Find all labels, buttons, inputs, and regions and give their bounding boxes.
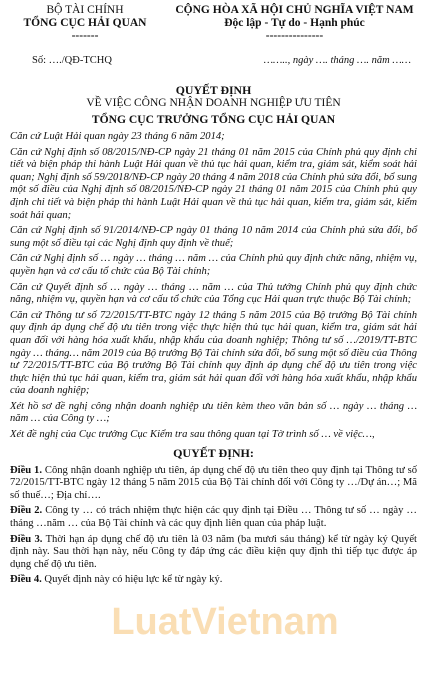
basis-paragraph: Căn cứ Nghị định số … ngày … tháng … năm … của Chính phủ quy định chức năng, nhiệm vụ, quyền hạn và cơ cấu tổ chức của Bộ Tài chính; — [10, 253, 417, 277]
document-date: …….., ngày …. tháng …. năm …… — [263, 55, 411, 66]
basis-paragraph: Căn cứ Nghị định số 08/2015/NĐ-CP ngày 21 tháng 01 năm 2015 của Chính phủ quy định chi tiết và biện pháp thi hành Luật Hải quan về thủ tục hải quan, kiểm tra, giám sát, kiểm soát hải quan; Nghị định số 59/2018/NĐ-CP ngày 20 tháng 4 năm 2018 của Chính phủ sửa đổi, bổ sung một số điều của Nghị định số 08/2015/NĐ-CP ngày 21 tháng 01 năm 2015 của Chính phủ quy định chi tiết và biện pháp thi hành Luật Hải quan về thủ tục hải quan, kiểm tra, giám sát, kiểm soát hải quan; — [10, 146, 417, 221]
issuing-authority: TỔNG CỤC TRƯỞNG TỔNG CỤC HẢI QUAN — [91, 113, 336, 126]
article-text: Quyết định này có hiệu lực kể từ ngày ký. — [41, 574, 223, 586]
article-label: Điều 3. — [10, 533, 43, 545]
ministry-name: BỘ TÀI CHÍNH — [46, 4, 124, 16]
article-1 — [10, 465, 417, 503]
watermark-text: LuatVietnam — [111, 601, 339, 643]
article-4 — [10, 574, 417, 587]
basis-paragraph: Căn cứ Nghị định số 91/2014/NĐ-CP ngày 01 tháng 10 năm 2014 của Chính phủ sửa đổi, bổ sung một số điều tại các Nghị định quy định về thuế; — [10, 225, 417, 249]
document-title: QUYẾT ĐỊNH — [175, 83, 252, 97]
issuing-agency — [10, 4, 160, 43]
article-label: Điều 4. — [10, 574, 42, 586]
articles — [10, 465, 417, 587]
department-name: TỔNG CỤC HẢI QUAN — [23, 17, 147, 29]
country-name: CỘNG HÒA XÃ HỘI CHỦ NGHĨA VIỆT NAM — [175, 4, 414, 16]
left-divider: ------- — [71, 30, 99, 42]
right-divider: --------------- — [265, 30, 324, 42]
basis-paragraph: Căn cứ Quyết định số … ngày … tháng … năm … của Thủ tướng Chính phủ quy định chức năng, nhiệm vụ, quyền hạn và cơ cấu tổ chức của Tổng cục Hải quan trực thuộc Bộ Tài chính; — [10, 281, 417, 306]
article-3 — [10, 534, 417, 572]
number-date-row — [10, 55, 417, 69]
basis-paragraph: Xét đề nghị của Cục trưởng Cục Kiểm tra sau thông quan tại Tờ trình số … về việc…, — [10, 429, 375, 441]
national-header — [172, 4, 417, 43]
document-header — [10, 4, 417, 43]
article-label: Điều 2. — [10, 505, 43, 517]
basis-paragraph: Căn cứ Thông tư số 72/2015/TT-BTC ngày 12 tháng 5 năm 2015 của Bộ trưởng Bộ Tài chính quy định áp dụng chế độ ưu tiên trong việc thực hiện thủ tục hải quan, kiểm tra, giám sát hải quan đối với hàng hóa xuất khẩu, nhập khẩu của doanh nghiệp; Thông tư số …/2019/TT-BTC ngày … tháng… năm 2019 của Bộ trưởng Bộ Tài chính sửa đổi, bổ sung một số điều của Thông tư 72/2015/TT-BTC của Bộ trưởng Bộ Tài chính quy định áp dụng chế độ ưu tiên trong việc thực hiện thủ tục hải quan, kiểm tra, giám sát hải quan đối với hàng hóa xuất khẩu, nhập khẩu của doanh nghiệp; — [10, 309, 417, 397]
article-text: Công ty … có trách nhiệm thực hiện các quy định tại Điều … Thông tư số … ngày … tháng …năm … của Bộ Tài chính và các quy định liên quan của pháp luật. — [10, 505, 418, 530]
article-2 — [10, 505, 417, 530]
decision-heading: QUYẾT ĐỊNH: — [173, 445, 254, 460]
document-subtitle: VỀ VIỆC CÔNG NHẬN DOANH NGHIỆP ƯU TIÊN — [86, 97, 341, 109]
watermark-logo — [110, 596, 340, 646]
article-label: Điều 1. — [10, 464, 43, 476]
article-text: Công nhận doanh nghiệp ưu tiên, áp dụng chế độ ưu tiên theo quy định tại Thông tư số 72/2015/TT-BTC ngày 12 tháng 5 năm 2015 của Bộ Tài chính đối với Công ty …/Dự án…; Mã số thuế…; Địa chỉ…. — [10, 464, 417, 501]
document-number: Số: …./QĐ-TCHQ — [32, 55, 112, 66]
basis-paragraph: Căn cứ Luật Hải quan ngày 23 tháng 6 năm 2014; — [10, 131, 225, 142]
basis-paragraph: Xét hồ sơ đề nghị công nhận doanh nghiệp ưu tiên kèm theo văn bản số … ngày … tháng … năm … của Công ty …; — [10, 400, 417, 425]
article-text: Thời hạn áp dụng chế độ ưu tiên là 03 năm (ba mươi sáu tháng) kể từ ngày ký Quyết định này. Sau thời hạn này, nếu Công ty đáp ứng các điều kiện quy định thì tiếp tục được áp dụng chế độ ưu tiên. — [10, 533, 417, 570]
legal-basis — [10, 131, 417, 442]
motto: Độc lập - Tự do - Hạnh phúc — [224, 17, 365, 29]
